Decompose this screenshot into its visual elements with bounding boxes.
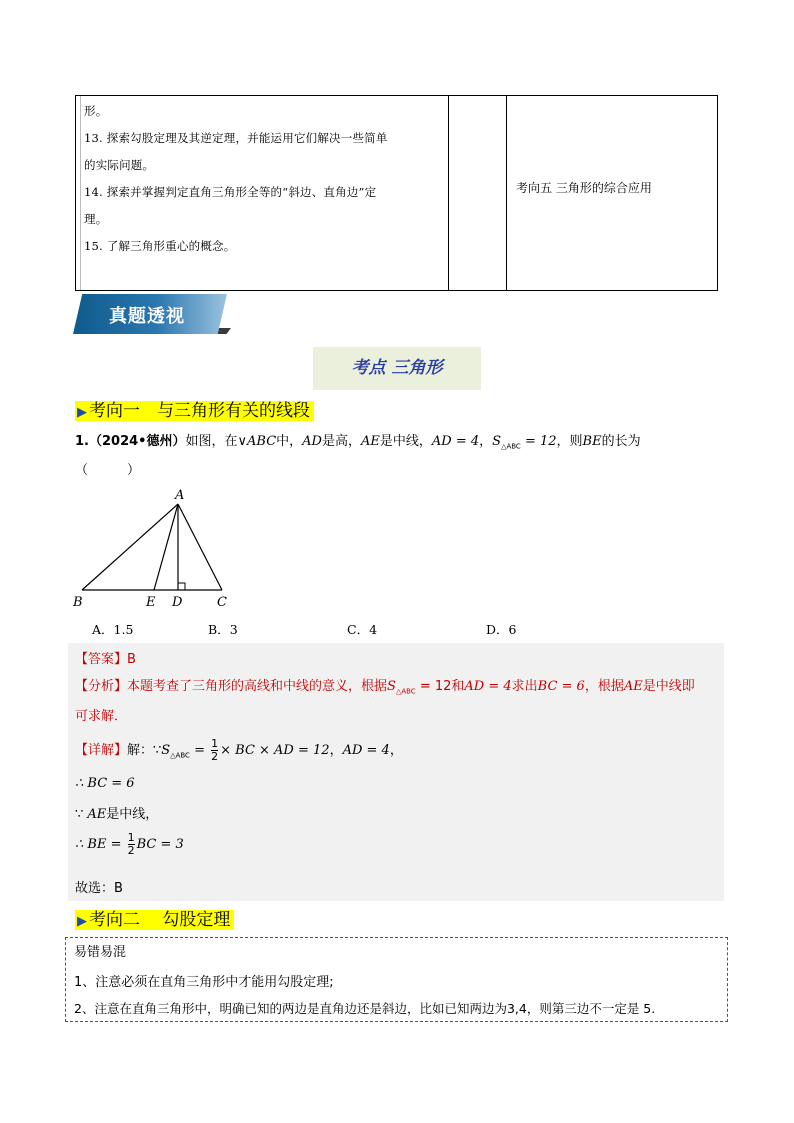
math-area-symbol: S <box>387 679 396 694</box>
step-ae <box>75 803 158 822</box>
analysis-text: 本题考查了三角形的高线和中线的意义，根据 <box>127 679 388 694</box>
fraction-denominator: 2 <box>211 750 219 763</box>
label-d: D <box>172 595 183 610</box>
table-line: 的实际问题。 <box>84 158 155 172</box>
table-line: 14. 探索并掌握判定直角三角形全等的“斜边、直角边”定 <box>84 185 377 199</box>
question-text: ，则 <box>556 434 583 449</box>
question-text: 是高， <box>321 434 361 449</box>
analysis-tag: 【分析】 <box>75 679 128 694</box>
math-ad: AD <box>302 434 322 449</box>
fraction-denominator: 2 <box>127 844 135 857</box>
question-text: 中， <box>276 434 303 449</box>
direction-heading-2 <box>75 905 234 930</box>
fraction-half <box>128 832 135 857</box>
answer-blank: （ ） <box>75 463 141 478</box>
analysis-line-2: 可求解． <box>75 709 128 724</box>
answer-tag: 【答案】 <box>75 652 128 667</box>
table-cell-direction: 考向五 三角形的综合应用 <box>516 181 652 195</box>
table-column-divider <box>506 96 507 290</box>
fraction-numerator: 1 <box>127 831 135 844</box>
fraction-numerator: 1 <box>211 737 219 750</box>
question-text: ， <box>479 434 493 449</box>
math-expr: BC = 6 <box>537 679 585 694</box>
math-expr: AD = 4 <box>342 743 390 758</box>
option-value: 1.5 <box>113 622 134 637</box>
detail-text: 解：∵ <box>127 743 162 758</box>
question-text: 是中线， <box>379 434 432 449</box>
question-source: （2024•德州） <box>88 434 186 449</box>
math-area-symbol: S <box>492 434 502 449</box>
table-line: 理。 <box>84 212 108 226</box>
math-because: ∵ <box>75 807 88 822</box>
topic-title: 考点 三角形 <box>313 347 481 390</box>
question-1 <box>75 430 641 451</box>
step-be <box>75 832 184 857</box>
curriculum-table <box>75 95 718 291</box>
math-expr: BC = 3 <box>136 837 184 852</box>
question-text: 的长为 <box>601 434 641 449</box>
math-be: BE <box>582 434 602 449</box>
math-ae: AE <box>361 434 380 449</box>
banner-label: 真题透视 <box>109 306 185 327</box>
analysis-text: ，根据 <box>584 679 624 694</box>
label-c: C <box>217 595 227 610</box>
section-banner <box>73 294 227 334</box>
step-bc <box>75 776 135 791</box>
tip-line-1: 1、注意必须在直角三角形中才能用勾股定理; <box>74 975 334 990</box>
math-triangle: ∨ABC <box>237 434 277 449</box>
heading-highlight <box>75 401 314 421</box>
segment-ae <box>154 504 178 590</box>
final-choice: 故选：B <box>75 881 123 896</box>
math-area-symbol: S <box>161 743 171 758</box>
table-line: 形。 <box>84 104 108 118</box>
triangle-figure <box>70 485 240 615</box>
math-area-value: = 12 <box>520 434 557 449</box>
tip-line-2: 2、注意在直角三角形中，明确已知的两边是直角边还是斜边，比如已知两边为3,4，则第三边不一定是 5. <box>74 1001 656 1016</box>
answer-line <box>75 648 136 667</box>
math-expr: ∴ BE = <box>75 837 126 852</box>
heading-label: 考向一 与三角形有关的线段 <box>89 401 310 421</box>
analysis-text: = 12和 <box>415 679 465 694</box>
math-expr: AE <box>623 679 643 694</box>
answer-value: B <box>127 652 136 667</box>
table-line: 15. 了解三角形重心的概念。 <box>84 239 236 253</box>
fraction-half <box>211 738 218 763</box>
table-line: 13. 探索勾股定理及其逆定理，并能运用它们解决一些简单 <box>84 131 388 145</box>
option-d[interactable] <box>486 620 516 638</box>
option-b[interactable] <box>208 620 238 638</box>
heading-highlight <box>75 910 234 930</box>
table-cell-requirements <box>84 98 446 260</box>
option-value: 6 <box>508 622 517 637</box>
math-subscript: △ABC <box>170 751 190 760</box>
option-value: 4 <box>369 622 378 637</box>
question-number: 1. <box>75 434 89 449</box>
math-expr: AE <box>87 807 107 822</box>
option-letter: C． <box>347 622 370 637</box>
math-ad-equals: AD = 4 <box>431 434 480 449</box>
segment-ab <box>82 504 178 590</box>
math-equals: = <box>189 743 210 758</box>
question-text: 如图，在 <box>185 434 238 449</box>
table-inner-rule <box>80 96 81 290</box>
tip-title: 易错易混 <box>74 945 127 960</box>
math-expr: ∴ BC = 6 <box>75 776 135 791</box>
table-column-divider <box>448 96 449 290</box>
label-b: B <box>73 595 83 610</box>
analysis-text: 求出 <box>511 679 538 694</box>
detail-text: ， <box>329 743 343 758</box>
label-e: E <box>146 595 156 610</box>
common-mistakes-box <box>65 937 728 1022</box>
option-a[interactable] <box>92 620 133 638</box>
detail-tag: 【详解】 <box>75 743 128 758</box>
play-arrow-icon: ▶ <box>77 405 87 420</box>
play-arrow-icon: ▶ <box>77 914 87 929</box>
detail-text: 是中线， <box>106 807 159 822</box>
option-value: 3 <box>229 622 238 637</box>
math-subscript: △ABC <box>501 442 521 451</box>
heading-label: 考向二 勾股定理 <box>89 910 231 930</box>
math-expr: AD = 4 <box>464 679 512 694</box>
math-expr: × BC × AD = 12 <box>220 743 330 758</box>
analysis-text: 是中线即 <box>642 679 695 694</box>
detail-text: ， <box>389 743 403 758</box>
analysis-line <box>75 675 695 696</box>
option-letter: D． <box>486 622 509 637</box>
option-letter: A． <box>92 622 114 637</box>
segment-ac <box>178 504 222 590</box>
option-letter: B． <box>208 622 230 637</box>
option-c[interactable] <box>347 620 377 638</box>
math-subscript: △ABC <box>395 687 416 696</box>
detail-line <box>75 738 403 763</box>
direction-heading-1 <box>75 396 314 421</box>
label-a: A <box>175 488 185 503</box>
right-angle-mark <box>178 583 185 590</box>
